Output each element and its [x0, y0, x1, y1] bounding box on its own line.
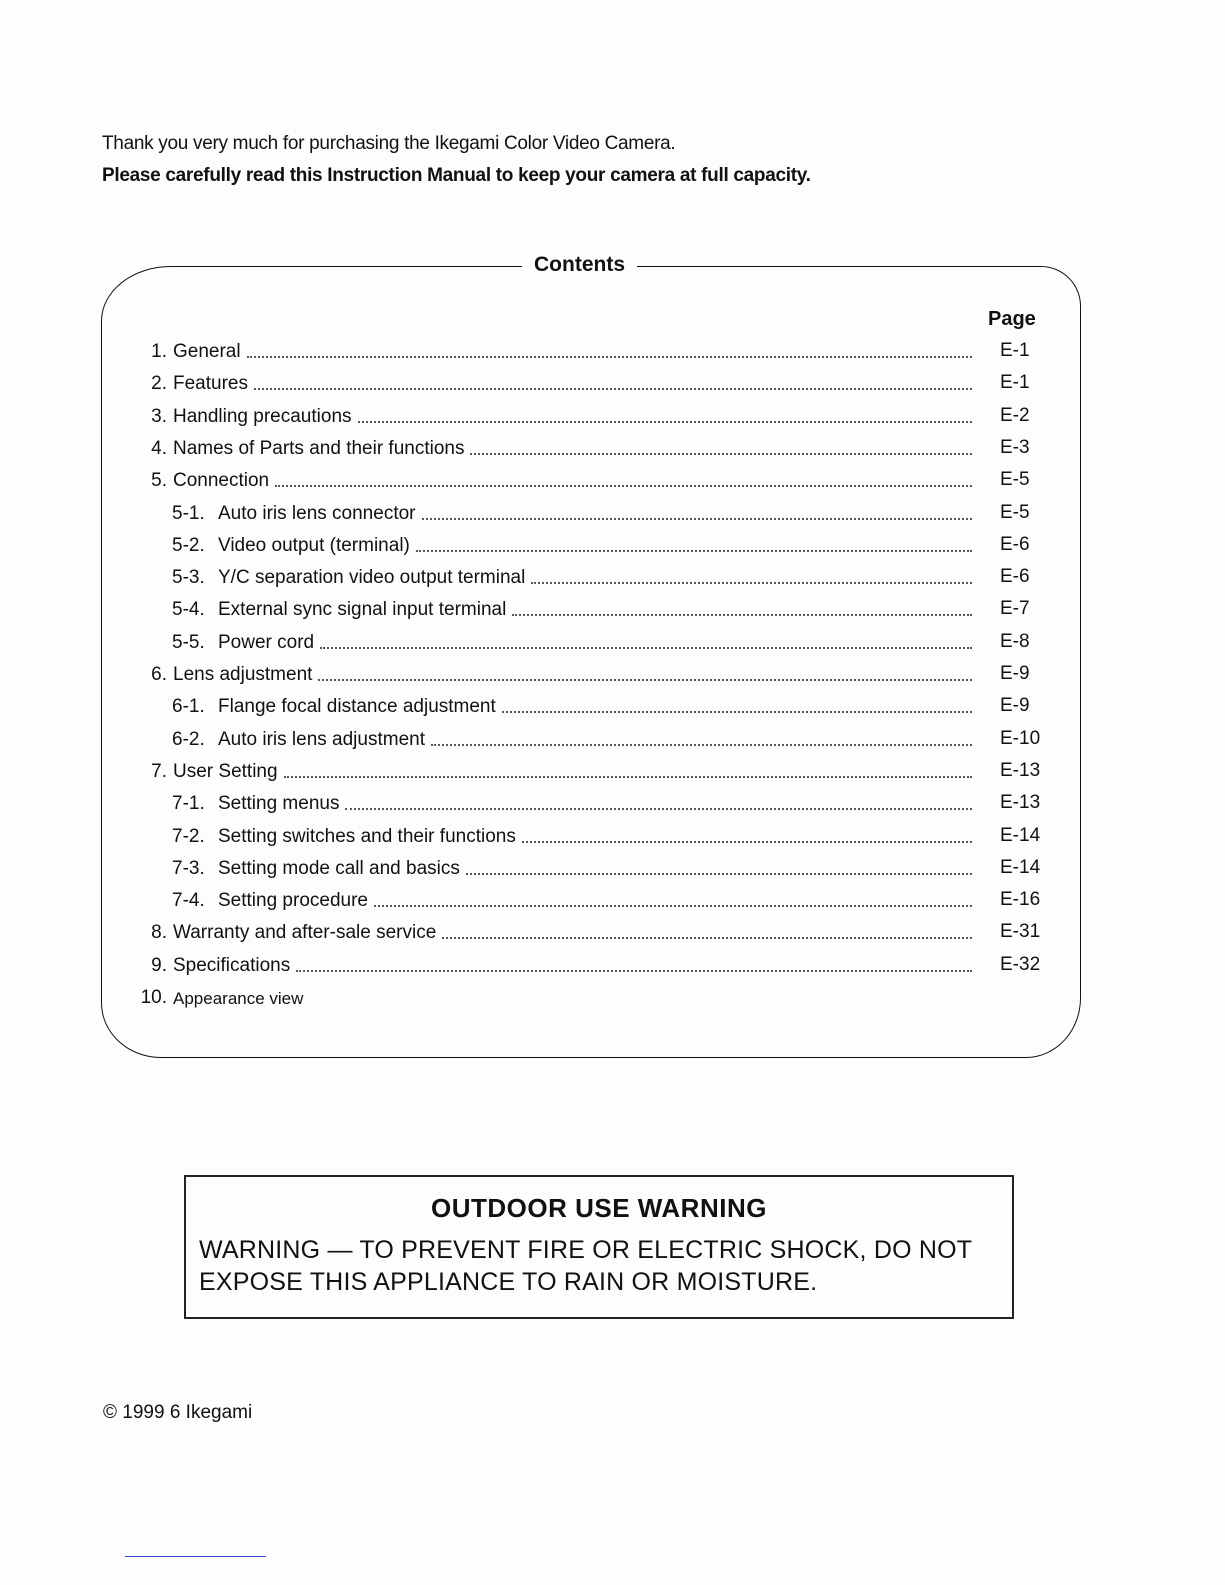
toc-leader-dots [345, 807, 972, 810]
toc-number: 7-4. [172, 890, 205, 911]
toc-number: 7-3. [172, 858, 205, 879]
toc-number: 6-2. [172, 729, 205, 750]
toc-title: Video output (terminal) [218, 535, 416, 559]
copyright: © 1999 6 Ikegami [103, 1402, 253, 1423]
toc-title: Lens adjustment [173, 664, 318, 688]
toc-leader-dots [374, 904, 972, 907]
toc-page-ref: E-13 [1000, 792, 1041, 813]
toc-row [172, 531, 972, 559]
toc-number: 3. [151, 406, 167, 427]
toc-row [151, 434, 972, 462]
toc-number: 5-3. [172, 567, 205, 588]
toc-row [172, 886, 972, 914]
toc-title: Y/C separation video output terminal [218, 567, 531, 591]
toc-leader-dots [522, 840, 972, 843]
toc-row [151, 466, 972, 494]
toc-leader-dots [502, 710, 972, 713]
toc-title: Setting procedure [218, 890, 374, 914]
toc-page-ref: E-9 [1000, 663, 1030, 684]
toc-title: Setting switches and their functions [218, 826, 522, 850]
toc-title: Power cord [218, 632, 320, 656]
warning-title: OUTDOOR USE WARNING [431, 1193, 767, 1223]
toc-leader-dots [358, 420, 972, 423]
toc-page-ref: E-13 [1000, 760, 1041, 781]
toc-leader-dots [275, 484, 972, 487]
toc-number: 5. [151, 470, 167, 491]
toc-number: 5-4. [172, 599, 205, 620]
toc-leader-dots [531, 581, 972, 584]
toc-page-ref: E-5 [1000, 469, 1030, 490]
toc-leader-dots [416, 549, 972, 552]
toc-number: 4. [151, 438, 167, 459]
toc-title: Setting menus [218, 793, 345, 817]
toc-row [151, 369, 972, 397]
toc-row [172, 789, 972, 817]
toc-row [172, 822, 972, 850]
toc-leader-dots [284, 775, 972, 778]
warning-line-1: WARNING — TO PREVENT FIRE OR ELECTRIC SHOCK, DO NOT [199, 1236, 973, 1264]
warning-line-2: EXPOSE THIS APPLIANCE TO RAIN OR MOISTURE. [199, 1268, 818, 1296]
toc-title: Setting mode call and basics [218, 858, 466, 882]
toc-row [151, 757, 972, 785]
page-column-header: Page [988, 308, 1036, 330]
toc-number: 7. [151, 761, 167, 782]
toc-number: 10. [140, 987, 167, 1008]
toc-page-ref: E-32 [1000, 954, 1041, 975]
toc-page-ref: E-6 [1000, 534, 1030, 555]
intro-line-2: Please carefully read this Instruction Manual to keep your camera at full capacity. [102, 165, 811, 186]
toc-page-ref: E-31 [1000, 921, 1041, 942]
toc-page-ref: E-14 [1000, 825, 1041, 846]
toc-number: 7-1. [172, 793, 205, 814]
toc-page-ref: E-7 [1000, 598, 1030, 619]
toc-number: 6-1. [172, 696, 205, 717]
toc-leader-dots [318, 678, 972, 681]
toc-page-ref: E-1 [1000, 340, 1030, 361]
toc-leader-dots [254, 387, 972, 390]
contents-title: Contents [522, 253, 637, 277]
toc-leader-dots [466, 872, 972, 875]
toc-title: Specifications [173, 955, 296, 979]
toc-page-ref: E-5 [1000, 502, 1030, 523]
toc-page-ref: E-14 [1000, 857, 1041, 878]
toc-page-ref: E-6 [1000, 566, 1030, 587]
toc-number: 9. [151, 955, 167, 976]
toc-row [172, 725, 972, 753]
toc-title: Names of Parts and their functions [173, 438, 470, 462]
toc-row [151, 918, 972, 946]
toc-title: Features [173, 373, 254, 397]
toc-row [151, 337, 972, 365]
toc-title: Connection [173, 470, 275, 494]
toc-leader-dots [431, 743, 972, 746]
toc-title: General [173, 341, 247, 365]
toc-number: 6. [151, 664, 167, 685]
toc-row [172, 595, 972, 623]
toc-title: Flange focal distance adjustment [218, 696, 502, 720]
toc-number: 7-2. [172, 826, 205, 847]
toc-leader-dots [470, 452, 972, 455]
toc-leader-dots [422, 517, 973, 520]
toc-page-ref: E-8 [1000, 631, 1030, 652]
intro-line-1: Thank you very much for purchasing the Ikegami Color Video Camera. [102, 133, 676, 154]
toc-page-ref: E-9 [1000, 695, 1030, 716]
toc-page-ref: E-16 [1000, 889, 1041, 910]
toc-page-ref: E-10 [1000, 728, 1041, 749]
bottom-rule [125, 1556, 266, 1557]
toc-number: 5-2. [172, 535, 205, 556]
toc-title: External sync signal input terminal [218, 599, 512, 623]
toc-row [172, 854, 972, 882]
toc-number: 8. [151, 922, 167, 943]
toc-leader-dots [442, 936, 972, 939]
toc-page-ref: E-3 [1000, 437, 1030, 458]
toc-row [172, 499, 972, 527]
toc-number: 5-1. [172, 503, 205, 524]
toc-title: Warranty and after-sale service [173, 922, 442, 946]
toc-leader-dots [247, 355, 972, 358]
toc-row [151, 660, 972, 688]
toc-number: 1. [151, 341, 167, 362]
toc-page-ref: E-2 [1000, 405, 1030, 426]
toc-row [172, 692, 972, 720]
toc-title: Appearance view [173, 989, 309, 1011]
toc-row [172, 628, 972, 656]
toc-row [151, 951, 972, 979]
toc-title: Auto iris lens connector [218, 503, 422, 527]
toc-title: Handling precautions [173, 406, 358, 430]
toc-row [151, 402, 972, 430]
toc-title: Auto iris lens adjustment [218, 729, 431, 753]
toc-leader-dots [296, 969, 972, 972]
toc-page-ref: E-1 [1000, 372, 1030, 393]
toc-number: 2. [151, 373, 167, 394]
toc-row [172, 563, 972, 591]
toc-leader-dots [512, 613, 972, 616]
toc-row [140, 983, 972, 1011]
toc-title: User Setting [173, 761, 284, 785]
toc-leader-dots [320, 646, 972, 649]
toc-number: 5-5. [172, 632, 205, 653]
